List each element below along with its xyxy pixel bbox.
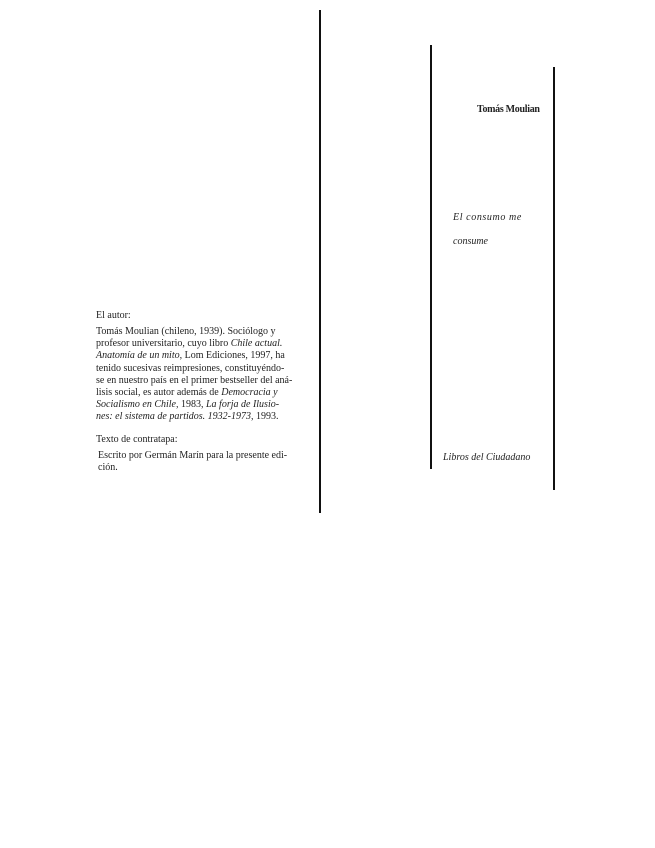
author-bio-line bbox=[96, 375, 298, 387]
author-bio-line bbox=[96, 411, 298, 423]
cover-title-line-1: El consumo me bbox=[453, 212, 522, 223]
front-cover-rule-right bbox=[553, 67, 555, 490]
author-bio-segment: Democracia y bbox=[221, 387, 278, 399]
spine-rule-left bbox=[319, 10, 321, 513]
blurb-heading: Texto de contratapa: bbox=[96, 434, 178, 445]
author-bio-segment: nes: el sistema de partidos. 1932-1973, bbox=[96, 411, 254, 423]
author-bio-segment: Anatomía de un mito, bbox=[96, 350, 183, 362]
blurb-line: ción. bbox=[98, 462, 118, 473]
author-bio-line bbox=[96, 350, 298, 362]
author-bio-segment: Tomás Moulian (chileno, 1939). Sociólogo y bbox=[96, 326, 276, 337]
author-bio bbox=[96, 326, 298, 424]
author-bio-segment: 1983, bbox=[178, 399, 206, 411]
author-bio-segment: Socialismo en Chile, bbox=[96, 399, 179, 411]
cover-collection: Libros del Ciudadano bbox=[443, 452, 531, 463]
cover-author-name: Tomás Moulian bbox=[477, 104, 540, 115]
author-bio-segment: Lom Ediciones, 1997, ha bbox=[182, 350, 285, 362]
author-bio-segment: 1993. bbox=[253, 411, 279, 423]
author-bio-line bbox=[96, 363, 298, 375]
author-bio-segment: se en nuestro país en el primer bestseller del aná- bbox=[96, 374, 293, 386]
cover-title-line-2: consume bbox=[453, 236, 488, 247]
author-bio-segment: tenido sucesivas reimpresiones, constituyéndo- bbox=[96, 362, 285, 374]
front-cover-rule-left bbox=[430, 45, 432, 469]
author-heading: El autor: bbox=[96, 310, 131, 321]
author-bio-line bbox=[96, 387, 298, 399]
author-bio-segment: lisis social, es autor además de bbox=[96, 387, 222, 399]
blurb-line: Escrito por Germán Marín para la presente edi- bbox=[98, 450, 288, 461]
author-bio-line bbox=[96, 399, 298, 411]
author-bio-line bbox=[96, 338, 298, 350]
author-bio-segment: profesor universitario, cuyo libro bbox=[96, 338, 231, 350]
author-bio-line bbox=[96, 326, 298, 338]
author-bio-segment: La forja de Ilusio- bbox=[206, 399, 280, 411]
author-bio-segment: Chile actual. bbox=[230, 338, 283, 350]
